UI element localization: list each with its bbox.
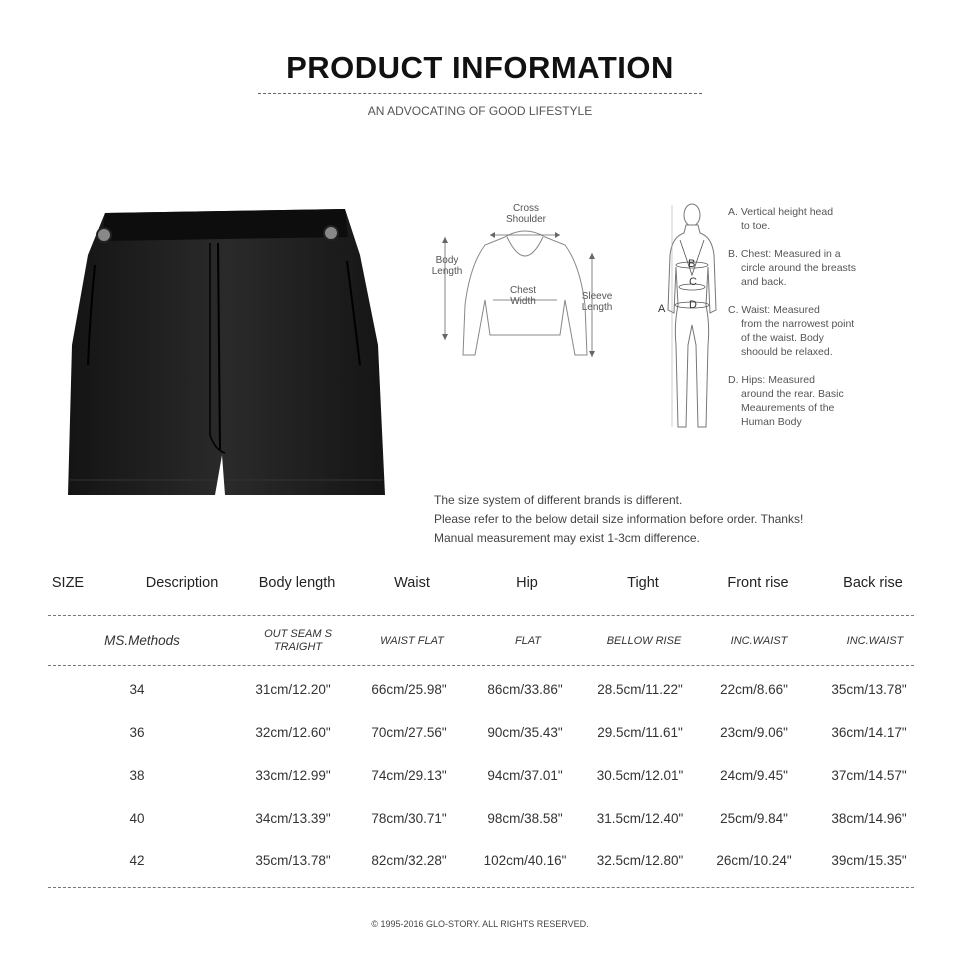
waist-cell: 78cm/30.71" xyxy=(371,811,447,826)
col-header-waist: Waist xyxy=(394,575,430,591)
method-hip: FLAT xyxy=(514,635,542,647)
size-cell: 34 xyxy=(129,682,145,697)
disclaimer-line: The size system of different brands is different. xyxy=(434,493,683,507)
tight-cell: 29.5cm/11.61" xyxy=(597,725,683,740)
human-figure-sketch xyxy=(650,195,730,440)
tight-cell: 28.5cm/11.22" xyxy=(597,682,683,697)
col-header-back-rise: Back rise xyxy=(843,575,903,591)
table-divider xyxy=(48,615,914,616)
method-front-rise: INC.WAIST xyxy=(730,635,788,647)
tight-cell: 30.5cm/12.01" xyxy=(596,768,684,783)
col-header-front-rise: Front rise xyxy=(727,575,789,591)
table-divider xyxy=(48,665,914,666)
body-length-label: Body Length xyxy=(431,255,463,277)
cross-shoulder-label: Cross Shoulder xyxy=(505,203,547,225)
method-tight: BELLOW RISE xyxy=(606,635,682,647)
front-rise-cell: 24cm/9.45" xyxy=(720,768,788,783)
body-length-cell: 35cm/13.78" xyxy=(255,853,331,868)
title-divider xyxy=(258,93,702,94)
hip-cell: 98cm/38.58" xyxy=(487,811,563,826)
col-header-description: Description xyxy=(145,575,219,591)
copyright-footer: © 1995-2016 GLO-STORY. ALL RIGHTS RESERVED. xyxy=(371,919,589,929)
front-rise-cell: 22cm/8.66" xyxy=(720,682,788,697)
note-d: D. Hips: Measured around the rear. Basic Meaurements of the Human Body xyxy=(728,374,844,428)
back-rise-cell: 38cm/14.96" xyxy=(831,811,907,826)
front-rise-cell: 23cm/9.06" xyxy=(720,725,788,740)
front-rise-cell: 25cm/9.84" xyxy=(720,811,788,826)
note-b: B. Chest: Measured in a circle around the breasts and back. xyxy=(728,248,856,288)
size-cell: 40 xyxy=(129,811,145,826)
tight-cell: 32.5cm/12.80" xyxy=(596,853,684,868)
method-waist: WAIST FLAT xyxy=(380,635,444,647)
label-b: B xyxy=(688,258,696,270)
front-rise-cell: 26cm/10.24" xyxy=(716,853,792,868)
tight-cell: 31.5cm/12.40" xyxy=(596,811,684,826)
col-header-tight: Tight xyxy=(627,575,659,591)
body-measurement-diagram xyxy=(650,195,730,440)
col-header-body-length: Body length xyxy=(258,575,336,591)
measurement-notes xyxy=(728,205,858,443)
label-a: A xyxy=(658,303,666,315)
size-disclaimer xyxy=(434,491,803,548)
back-rise-cell: 36cm/14.17" xyxy=(831,725,907,740)
method-body-length: OUT SEAM S TRAIGHT xyxy=(264,628,332,653)
table-divider xyxy=(48,887,914,888)
size-cell: 38 xyxy=(129,768,145,783)
hip-cell: 102cm/40.16" xyxy=(483,853,567,868)
col-header-hip: Hip xyxy=(516,575,538,591)
note-c: C. Waist: Measured from the narrowest point of the waist. Body shoould be relaxed. xyxy=(728,304,855,358)
method-back-rise: INC.WAIST xyxy=(846,635,904,647)
back-rise-cell: 39cm/15.35" xyxy=(831,853,907,868)
disclaimer-line: Please refer to the below detail size information before order. Thanks! xyxy=(434,512,804,526)
size-cell: 36 xyxy=(129,725,145,740)
waist-cell: 70cm/27.56" xyxy=(371,725,447,740)
label-c: C xyxy=(689,276,697,288)
waist-cell: 66cm/25.98" xyxy=(371,682,447,697)
waist-cell: 82cm/32.28" xyxy=(371,853,447,868)
sleeve-length-label: Sleeve Length xyxy=(581,291,613,313)
size-cell: 42 xyxy=(129,853,145,868)
back-rise-cell: 37cm/14.57" xyxy=(831,768,907,783)
garment-measurement-diagram xyxy=(425,195,625,365)
col-header-size: SIZE xyxy=(51,575,85,591)
page-title: PRODUCT INFORMATION xyxy=(286,50,674,85)
body-length-cell: 31cm/12.20" xyxy=(255,682,331,697)
product-photo-shorts xyxy=(60,195,390,505)
methods-label: MS.Methods xyxy=(104,633,180,648)
note-a: A. Vertical height head to toe. xyxy=(728,206,834,232)
page-subtitle: AN ADVOCATING OF GOOD LIFESTYLE xyxy=(367,104,593,118)
hip-cell: 94cm/37.01" xyxy=(487,768,563,783)
body-length-cell: 33cm/12.99" xyxy=(255,768,331,783)
waist-cell: 74cm/29.13" xyxy=(371,768,447,783)
disclaimer-line: Manual measurement may exist 1-3cm difference. xyxy=(434,531,700,545)
back-rise-cell: 35cm/13.78" xyxy=(831,682,907,697)
hip-cell: 86cm/33.86" xyxy=(487,682,563,697)
body-length-cell: 32cm/12.60" xyxy=(255,725,331,740)
hip-cell: 90cm/35.43" xyxy=(487,725,563,740)
chest-width-label: Chest Width xyxy=(509,285,537,307)
body-length-cell: 34cm/13.39" xyxy=(255,811,331,826)
label-d: D xyxy=(689,299,697,311)
